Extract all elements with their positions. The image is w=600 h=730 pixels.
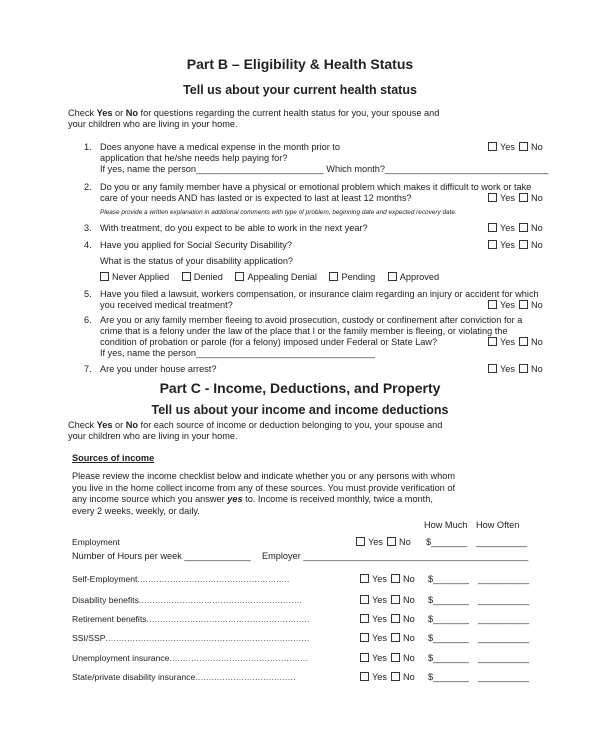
no-checkbox[interactable] [519,300,528,309]
yes-no-checkboxes: Yes No [360,633,415,644]
yes-checkbox[interactable] [360,595,369,604]
question-text: Are you or any family member fleeing to avoid prosecution, custody or confinement after conviction for a crime that is a felony under the law of the place that I or the family member is fleeing, or violating the condition of probation or parole (for a felony) imposed under Federal or State Law? If yes, name the person___________________________________ [100,315,523,358]
disability-status-options: Never Applied Denied Appealing Denial Pending Approved [100,272,439,283]
income-label: Self-Employment [72,574,138,584]
no-checkbox[interactable] [519,142,528,151]
frequency-field[interactable]: __________ [478,633,530,643]
frequency-field[interactable]: __________ [478,574,530,584]
question-text: Have you applied for Social Security Disability? [100,240,293,250]
no-checkbox[interactable] [391,574,400,583]
yes-no-checkboxes: Yes No [360,653,415,664]
income-label: Unemployment insurance [72,653,170,663]
amount-field[interactable]: $_______ [428,614,469,624]
no-checkbox[interactable] [519,223,528,232]
question-number: 1. [84,142,92,152]
part-c-subtitle: Tell us about your income and income deductions [151,403,449,417]
question-number: 7. [84,364,92,374]
income-label: State/private disability insurance [72,672,196,682]
no-checkbox[interactable] [519,364,528,373]
frequency-field[interactable]: __________ [478,595,530,605]
amount-field[interactable]: $_______ [428,633,469,643]
yes-checkbox[interactable] [488,364,497,373]
amount-field[interactable]: $_______ [428,574,469,584]
question-text: Have you filed a lawsuit, workers compensation, or insurance claim regarding an injury or accident for which you received medical treatment? [100,289,539,310]
income-label: Disability benefits [72,595,139,605]
question-number: 3. [84,223,92,233]
yes-no-checkboxes: Yes No [360,614,415,625]
yes-checkbox[interactable] [488,193,497,202]
amount-field[interactable]: $_______ [428,595,469,605]
yes-checkbox[interactable] [360,614,369,623]
question-number: 6. [84,315,92,325]
yes-checkbox[interactable] [360,672,369,681]
no-checkbox[interactable] [519,193,528,202]
part-c-title: Part C - Income, Deductions, and Property [159,380,441,396]
leader-dots: ..................................... [195,673,296,682]
question-note: Please provide a written explanation in additional comments with type of problem, beginning date and expected recovery date. [100,209,457,216]
yes-checkbox[interactable] [488,300,497,309]
yes-no-checkboxes: Yes No [488,300,543,311]
no-checkbox[interactable] [391,653,400,662]
yes-checkbox[interactable] [488,142,497,151]
income-review-instructions: Please review the income checklist below and indicate whether you or any persons with whom you live in the home collect income from any of these sources. You must provide verification of any income source which you answer yes to. Income is received monthly, twice a month, every 2 weeks, weekly, or daily. [72,471,456,516]
disability-status-question: What is the status of your disability application? [100,256,294,266]
how-much-header: How Much [424,520,468,530]
status-checkbox[interactable] [388,272,397,281]
question-text: Are you under house arrest? [100,364,217,374]
yes-checkbox[interactable] [488,240,497,249]
status-checkbox[interactable] [182,272,191,281]
yes-no-checkboxes: Yes No [488,193,543,204]
yes-no-checkboxes: Yes No [360,595,415,606]
sources-of-income-heading: Sources of income [72,453,155,463]
leader-dots: ............................................................ [138,596,303,605]
amount-field[interactable]: $_______ [426,537,467,547]
yes-checkbox[interactable] [360,574,369,583]
yes-checkbox[interactable] [488,223,497,232]
income-label: Retirement benefits [72,614,147,624]
yes-no-checkboxes: Yes No [488,240,543,251]
income-label: SSI/SSP [72,633,106,643]
question-text: With treatment, do you expect to be able to work in the next year? [100,223,368,233]
yes-no-checkboxes: Yes No [488,364,543,375]
no-checkbox[interactable] [391,595,400,604]
yes-checkbox[interactable] [356,537,365,546]
no-checkbox[interactable] [519,240,528,249]
status-checkbox[interactable] [329,272,338,281]
leader-dots: ........................................................ [137,575,290,584]
no-checkbox[interactable] [391,633,400,642]
leader-dots: ................................................... [169,654,309,663]
how-often-header: How Often [476,520,520,530]
part-c-intro: Check Yes or No for each source of income or deduction belonging to you, your spouse and your children who are living in your home. [68,420,443,441]
leader-dots: ........................................................................... [105,634,310,643]
part-b-title: Part B – Eligibility & Health Status [186,56,414,72]
question-text: Does anyone have a medical expense in the month prior to application that he/she needs help paying for? If yes, name the person_________________________ Which month?________________________________ [100,142,549,174]
yes-no-checkboxes: Yes No [356,537,411,548]
no-checkbox[interactable] [387,537,396,546]
no-checkbox[interactable] [391,614,400,623]
status-checkbox[interactable] [235,272,244,281]
question-number: 2. [84,182,92,192]
employment-label: Employment [72,537,120,547]
employer-field[interactable]: Employer ____________________________________________ [262,551,529,561]
status-checkbox[interactable] [100,272,109,281]
hours-per-week-field[interactable]: Number of Hours per week _____________ [72,551,251,561]
part-b-subtitle: Tell us about your current health status [183,83,417,97]
amount-field[interactable]: $_______ [428,672,469,682]
yes-checkbox[interactable] [360,653,369,662]
no-checkbox[interactable] [391,672,400,681]
no-checkbox[interactable] [519,337,528,346]
yes-no-checkboxes: Yes No [360,574,415,585]
yes-no-checkboxes: Yes No [488,142,543,153]
frequency-field[interactable]: __________ [478,614,530,624]
yes-no-checkboxes: Yes No [360,672,415,683]
frequency-field[interactable]: __________ [478,653,530,663]
yes-no-checkboxes: Yes No [488,223,543,234]
part-b-intro: Check Yes or No for questions regarding the current health status for you, your spouse and your children who are living in your home. [68,108,440,129]
question-number: 5. [84,289,92,299]
leader-dots: ............................................................ [146,615,310,624]
frequency-field[interactable]: __________ [478,672,530,682]
yes-checkbox[interactable] [360,633,369,642]
question-number: 4. [84,240,92,250]
amount-field[interactable]: $_______ [428,653,469,663]
question-text: Do you or any family member have a physical or emotional problem which makes it difficult to work or take care of your needs AND has lasted or is expected to last at least 12 months? [100,182,532,203]
yes-checkbox[interactable] [488,337,497,346]
yes-no-checkboxes: Yes No [488,337,543,348]
frequency-field[interactable]: __________ [476,537,528,547]
